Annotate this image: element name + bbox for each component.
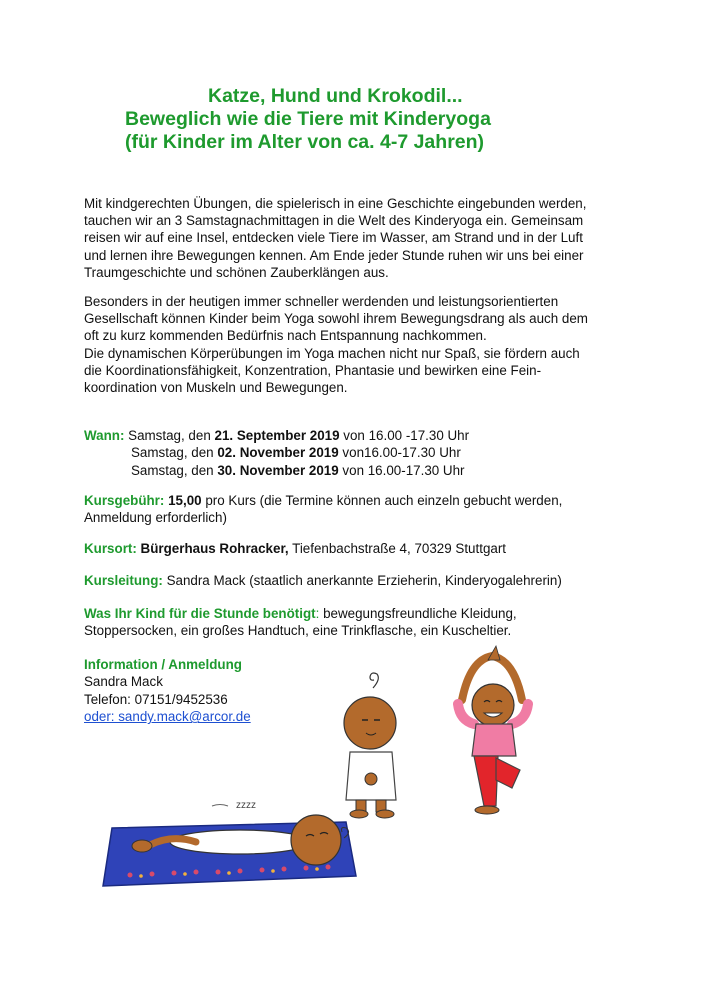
fee-amount: 15,00 [164, 493, 202, 508]
needs-label: Was Ihr Kind für die Stunde benötigt [84, 606, 316, 621]
location-label: Kursort: [84, 541, 137, 556]
location-venue: Bürgerhaus Rohracker, [136, 541, 289, 556]
fee-label: Kursgebühr: [84, 493, 165, 508]
intro-paragraph-1 [84, 195, 644, 281]
contact-section [84, 656, 664, 726]
location-address: Tiefenbachstraße 4, 70329 Stuttgart [288, 541, 507, 556]
fee-section [84, 492, 664, 527]
text-line: tauchen wir an 3 Samstagnachmittagen in die Welt des Kinderyoga ein. Gemeinsam [84, 213, 584, 229]
text-line: die Koordinationsfähigkeit, Konzentration, Phantasie und bewirken eine Fein- [84, 362, 542, 378]
title-line-1: Katze, Hund und Krokodil... [208, 85, 463, 107]
when-label: Wann: [84, 428, 125, 443]
date-time: von16.00-17.30 Uhr [338, 445, 461, 461]
text-line: Die dynamischen Körperübungen im Yoga machen nicht nur Spaß, sie fördern auch [84, 345, 580, 361]
contact-phone: Telefon: 07151/9452536 [84, 691, 228, 707]
intro-paragraph-2 [84, 293, 644, 396]
fee-text: pro Kurs (die Termine können auch einzeln gebucht werden, [201, 493, 563, 508]
date-value: 30. November 2019 [217, 462, 339, 478]
date-value: 21. September 2019 [214, 428, 340, 443]
date-row [84, 462, 664, 479]
lying-child [132, 815, 349, 865]
date-prefix: Samstag, den [131, 445, 218, 461]
text-line: reisen wir auf eine Insel, entdecken viele Tiere im Wasser, am Strand und in der Luft [84, 230, 583, 246]
text-line: oft zu kurz kommenden Bedürfnis nach Entspannung nachkommen. [84, 328, 487, 344]
needs-text: bewegungsfreundliche Kleidung, [319, 606, 517, 621]
needs-text-2: Stoppersocken, ein großes Handtuch, eine Trinkflasche, ein Kuscheltier. [84, 623, 512, 639]
lead-text: Sandra Mack (staatlich anerkannte Erzieherin, Kinderyogalehrerin) [162, 573, 562, 588]
text-line: Besonders in der heutigen immer schneller werdenden und leistungsorientierten [84, 294, 559, 309]
fee-text-2: Anmeldung erforderlich) [84, 510, 227, 526]
text-line: Mit kindgerechten Übungen, die spielerisch in eine Geschichte eingebunden werden, [84, 196, 587, 211]
date-prefix: Samstag, den [131, 462, 218, 478]
date-value: 02. November 2019 [217, 445, 339, 461]
title-line-2: Beweglich wie die Tiere mit Kinderyoga [125, 108, 491, 130]
text-line: Gesellschaft können Kinder beim Yoga sowohl ihrem Bewegungsdrang als auch dem [84, 311, 588, 327]
lead-section [84, 572, 664, 589]
title-line-3: (für Kinder im Alter von ca. 4-7 Jahren) [125, 131, 485, 153]
snore-text: zzzz [236, 800, 256, 811]
contact-name: Sandra Mack [84, 674, 163, 690]
needs-section [84, 605, 664, 640]
needs-colon: : [315, 606, 320, 621]
contact-email-link[interactable]: oder: sandy.mack@arcor.de [84, 709, 251, 725]
text-line: und lernen ihre Bewegungen kennen. Am Ende jeder Stunde ruhen wir uns bei einer [84, 247, 584, 263]
lead-label: Kursleitung: [84, 573, 163, 588]
contact-label: Information / Anmeldung [84, 657, 242, 672]
dates-section [84, 427, 664, 479]
location-section [84, 540, 664, 557]
text-line: koordination von Muskeln und Bewegungen. [84, 380, 348, 396]
yoga-mat [103, 822, 356, 886]
date-time: von 16.00-17.30 Uhr [338, 462, 465, 478]
text-line: Traumgeschichte und schönen Zauberklängen aus. [84, 264, 389, 280]
date-row [84, 444, 664, 461]
date-prefix: Samstag, den [124, 428, 215, 443]
date-time: von 16.00 -17.30 Uhr [339, 428, 470, 443]
date-row [84, 427, 664, 444]
